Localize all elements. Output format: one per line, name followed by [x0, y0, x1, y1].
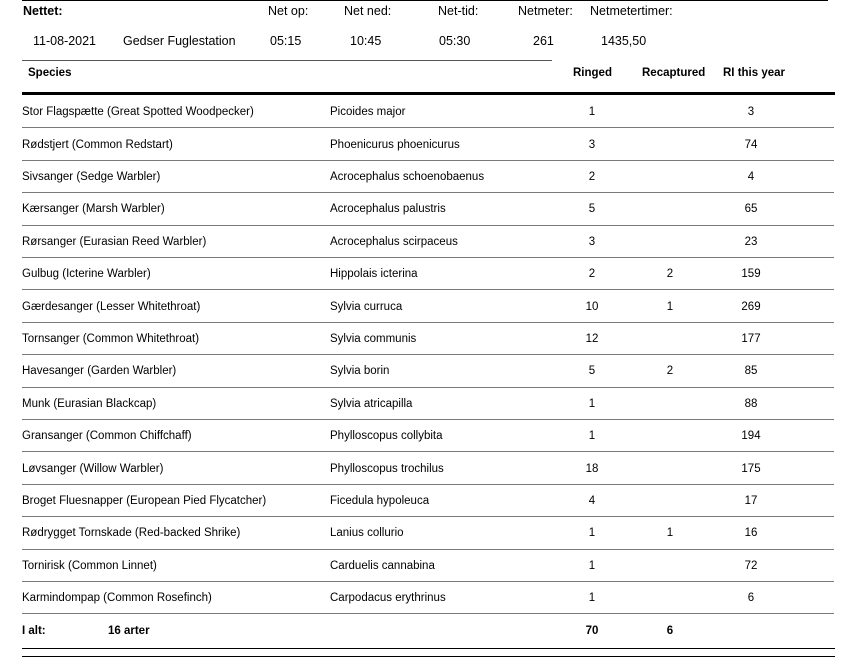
- total-recaptured: 6: [666, 624, 674, 637]
- ringed-count: 18: [585, 462, 599, 475]
- species-name: Kærsanger (Marsh Warbler): [22, 203, 165, 216]
- table-row: [0, 517, 852, 549]
- scientific-name: Picoides major: [330, 106, 406, 119]
- species-name: Munk (Eurasian Blackcap): [22, 397, 157, 410]
- species-name: Rødrygget Tornskade (Red-backed Shrike): [22, 527, 241, 540]
- table-row: [0, 388, 852, 420]
- table-row: [0, 290, 852, 322]
- scientific-name: Carduelis cannabina: [330, 559, 435, 572]
- ringed-count: 1: [588, 592, 596, 605]
- table-row: [0, 161, 852, 193]
- species-name: Havesanger (Garden Warbler): [22, 365, 177, 378]
- scientific-name: Phylloscopus collybita: [330, 430, 443, 443]
- species-name: Broget Fluesnapper (European Pied Flycatcher): [22, 494, 267, 507]
- species-name: Tornsanger (Common Whitethroat): [22, 332, 200, 345]
- species-name: Stor Flagspætte (Great Spotted Woodpecker): [22, 106, 254, 119]
- ri-this-year-count: 16: [744, 527, 758, 540]
- scientific-name: Sylvia atricapilla: [330, 397, 413, 410]
- netmeter-value: 261: [533, 34, 554, 48]
- ringed-count: 2: [588, 170, 596, 183]
- species-name: Rødstjert (Common Redstart): [22, 138, 173, 151]
- ringed-count: 5: [588, 365, 596, 378]
- recaptured-column-header: Recaptured: [642, 67, 706, 79]
- species-name: Gulbug (Icterine Warbler): [22, 268, 151, 281]
- ri-this-year-count: 159: [741, 268, 761, 281]
- ringed-count: 3: [588, 235, 596, 248]
- scientific-name: Sylvia borin: [330, 365, 390, 378]
- total-label: I alt:: [22, 624, 46, 637]
- scientific-name: Lanius collurio: [330, 527, 404, 540]
- ringed-count: 1: [588, 106, 596, 119]
- ringed-count: 10: [585, 300, 599, 313]
- station-value: Gedser Fuglestation: [123, 34, 236, 48]
- ri-this-year-count: 269: [741, 300, 761, 313]
- ringed-count: 5: [588, 203, 596, 216]
- netmetertimer-label: Netmetertimer:: [590, 4, 673, 18]
- species-name: Karmindompap (Common Rosefinch): [22, 592, 212, 605]
- scientific-name: Carpodacus erythrinus: [330, 592, 446, 605]
- ringed-count: 2: [588, 268, 596, 281]
- total-species-count: 16 arter: [108, 624, 150, 637]
- scientific-name: Acrocephalus schoenobaenus: [330, 170, 485, 183]
- table-row: [0, 420, 852, 452]
- scientific-name: Sylvia curruca: [330, 300, 403, 313]
- ringed-count: 1: [588, 527, 596, 540]
- recaptured-count: 2: [666, 268, 674, 281]
- ri-this-year-count: 23: [744, 235, 758, 248]
- species-name: Rørsanger (Eurasian Reed Warbler): [22, 235, 207, 248]
- net-op-value: 05:15: [270, 34, 302, 48]
- table-row: [0, 128, 852, 160]
- table-row: [0, 193, 852, 225]
- table-row: [0, 452, 852, 484]
- scientific-name: Ficedula hypoleuca: [330, 494, 430, 507]
- recaptured-count: 2: [666, 365, 674, 378]
- scientific-name: Sylvia communis: [330, 332, 417, 345]
- ri-this-year-count: 17: [744, 494, 758, 507]
- ringed-count: 3: [588, 138, 596, 151]
- netmeter-label: Netmeter:: [518, 4, 573, 18]
- table-row: [0, 485, 852, 517]
- ri-this-year-count: 4: [747, 170, 755, 183]
- scientific-name: Acrocephalus palustris: [330, 203, 446, 216]
- scientific-name: Hippolais icterina: [330, 268, 418, 281]
- net-op-label: Net op:: [268, 4, 309, 18]
- table-row: [0, 226, 852, 258]
- scientific-name: Acrocephalus scirpaceus: [330, 235, 458, 248]
- ri-this-year-count: 65: [744, 203, 758, 216]
- ri-this-year-count: 72: [744, 559, 758, 572]
- ri-this-year-count: 175: [741, 462, 761, 475]
- table-row: [0, 355, 852, 387]
- net-ned-value: 10:45: [350, 34, 382, 48]
- ringed-column-header: Ringed: [573, 67, 612, 79]
- ringed-count: 1: [588, 430, 596, 443]
- ri-this-year-count: 177: [741, 332, 761, 345]
- total-bottom-rule-1: [22, 648, 835, 649]
- species-name: Gærdesanger (Lesser Whitethroat): [22, 300, 201, 313]
- table-header-rule: [22, 92, 835, 95]
- total-ringed: 70: [585, 624, 599, 637]
- species-column-header: Species: [28, 67, 72, 79]
- netmetertimer-value: 1435,50: [601, 34, 647, 48]
- top-rule: [22, 0, 828, 1]
- nettet-label: Nettet:: [23, 4, 63, 18]
- net-tid-value: 05:30: [439, 34, 471, 48]
- ri-this-year-column-header: RI this year: [723, 67, 785, 79]
- ri-this-year-count: 6: [747, 592, 755, 605]
- table-row: [0, 582, 852, 614]
- species-name: Løvsanger (Willow Warbler): [22, 462, 164, 475]
- ri-this-year-count: 194: [741, 430, 761, 443]
- ri-this-year-count: 74: [744, 138, 758, 151]
- scientific-name: Phylloscopus trochilus: [330, 462, 444, 475]
- table-row: [0, 96, 852, 128]
- ringed-count: 4: [588, 494, 596, 507]
- species-name: Tornirisk (Common Linnet): [22, 559, 157, 572]
- ringed-count: 1: [588, 559, 596, 572]
- ringed-count: 12: [585, 332, 599, 345]
- species-name: Sivsanger (Sedge Warbler): [22, 170, 161, 183]
- table-row: [0, 258, 852, 290]
- recaptured-count: 1: [666, 527, 674, 540]
- total-bottom-rule-2: [22, 656, 835, 657]
- ri-this-year-count: 88: [744, 397, 758, 410]
- recaptured-count: 1: [666, 300, 674, 313]
- table-row: [0, 323, 852, 355]
- table-row: [0, 550, 852, 582]
- net-ned-label: Net ned:: [344, 4, 392, 18]
- species-name: Gransanger (Common Chiffchaff): [22, 430, 192, 443]
- date-value: 11-08-2021: [33, 34, 97, 48]
- ri-this-year-count: 85: [744, 365, 758, 378]
- scientific-name: Phoenicurus phoenicurus: [330, 138, 460, 151]
- net-tid-label: Net-tid:: [438, 4, 479, 18]
- ringed-count: 1: [588, 397, 596, 410]
- ri-this-year-count: 3: [747, 106, 755, 119]
- header-rule: [22, 60, 552, 61]
- total-row: [0, 614, 852, 646]
